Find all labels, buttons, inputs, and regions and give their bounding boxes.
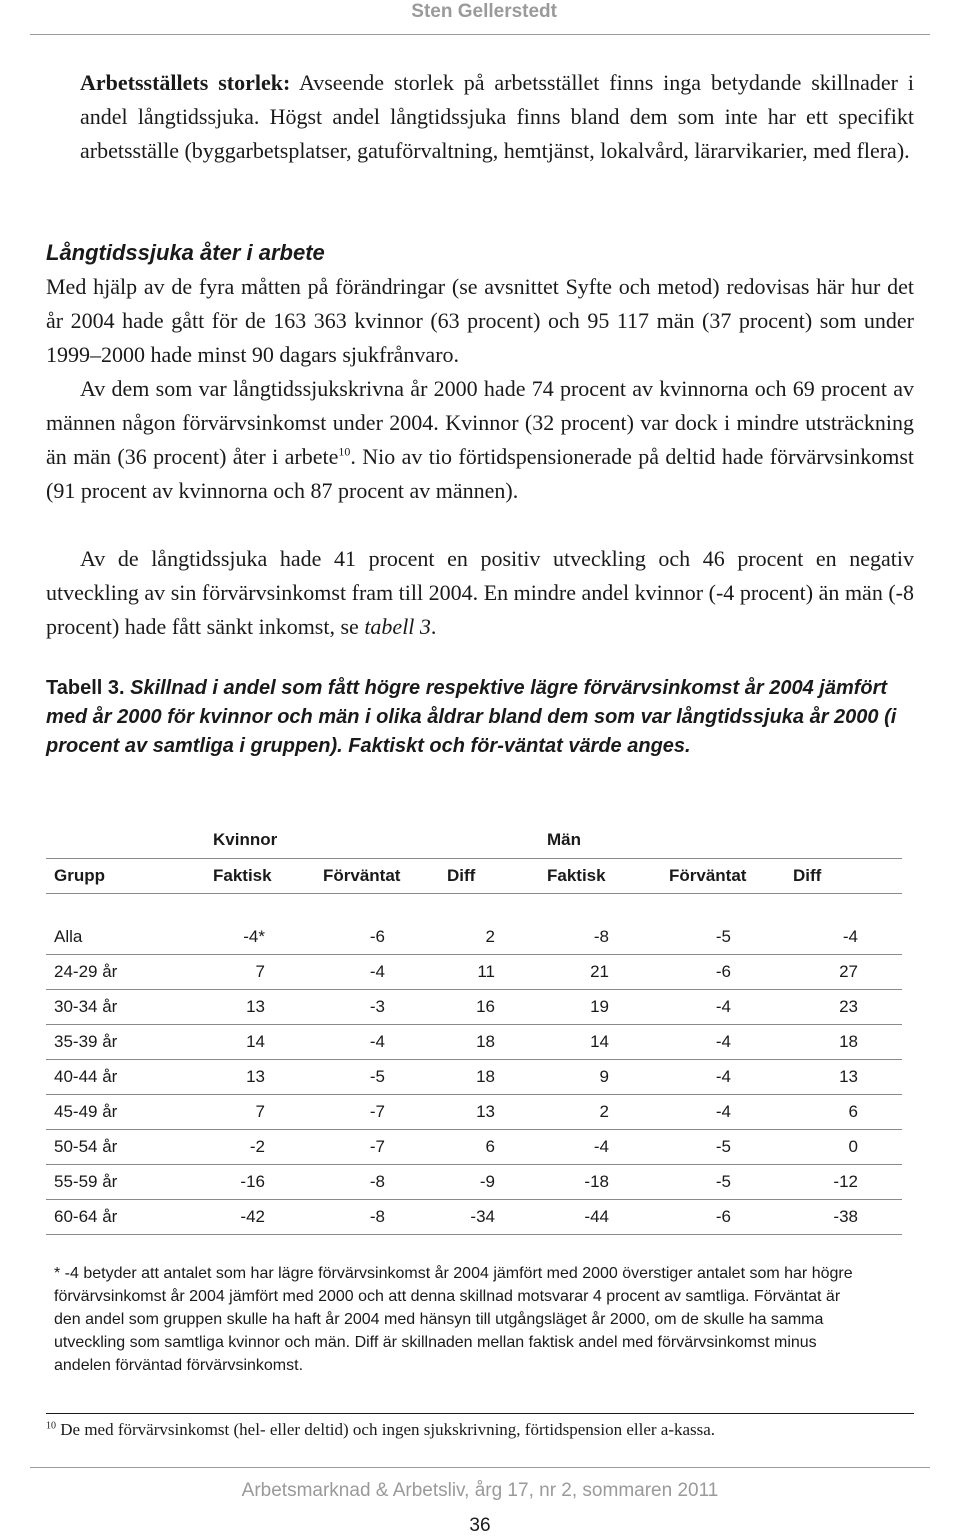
cell-women-expected: -7 — [323, 1095, 447, 1130]
cell-men-actual: 14 — [547, 1025, 669, 1060]
table-row — [46, 955, 902, 990]
footnote-text: De med förvärvsinkomst (hel- eller deltid) och ingen sjukskrivning, förtidspension eller a-kassa. — [56, 1420, 716, 1439]
cell-group: 30-34 år — [46, 990, 213, 1025]
cell-women-expected: -3 — [323, 990, 447, 1025]
table-caption-text: Skillnad i andel som fått högre respektive lägre förvärvsinkomst år 2004 jämfört med år 2000 för kvinnor och män i olika åldrar bland dem som var långtidssjuka år 2000 (i procent av samtliga i gruppen). Faktiskt och för-väntat värde anges. — [46, 677, 897, 757]
cell-group: 35-39 år — [46, 1025, 213, 1060]
table-row — [46, 1200, 902, 1235]
paragraph-text-a: Av dem som var långtidssjukskrivna år 2000 hade 74 procent av kvinnorna och 69 procent av männen någon förvärvsinkomst under 2004. Kvinnor (32 procent) var dock i mindre utsträckning än män (36 procent) åter i arbete — [46, 376, 914, 469]
cell-men-expected: -6 — [669, 955, 793, 990]
cell-women-actual: 7 — [213, 1095, 323, 1130]
table-row — [46, 1130, 902, 1165]
cell-group: 45-49 år — [46, 1095, 213, 1130]
cell-women-diff: 18 — [447, 1025, 547, 1060]
column-header-men-expected: Förväntat — [669, 859, 793, 894]
cell-men-diff: 23 — [793, 990, 902, 1025]
cell-men-expected: -4 — [669, 1060, 793, 1095]
cell-women-diff: -34 — [447, 1200, 547, 1235]
cell-men-diff: 13 — [793, 1060, 902, 1095]
cell-men-actual: 21 — [547, 955, 669, 990]
column-header-women-expected: Förväntat — [323, 859, 447, 894]
cell-men-actual: 9 — [547, 1060, 669, 1095]
cell-men-expected: -6 — [669, 1200, 793, 1235]
footnote-divider — [46, 1413, 914, 1414]
footnote-ref: 10 — [338, 444, 351, 459]
cell-men-expected: -4 — [669, 990, 793, 1025]
column-header-women-actual: Faktisk — [213, 859, 323, 894]
group-header-women: Kvinnor — [213, 830, 278, 849]
cell-men-diff: -12 — [793, 1165, 902, 1200]
cell-women-expected: -4 — [323, 1025, 447, 1060]
paragraph-text: Avseende storlek på arbetsstället finns inga betydande skillnader i andel långtidssjuka. Högst andel långtidssjuka finns bland dem som inte har ett specifikt arbetsställe (byggarbetsplatser, gatuförvaltning, hemtjänst, lokalvård, lärarvikarier, med flera). — [80, 70, 914, 163]
column-header-group: Grupp — [46, 859, 213, 894]
table-note: * -4 betyder att antalet som har lägre förvärvsinkomst år 2004 jämfört med 2000 överstiger antalet som har högre förvärvsinkomst år 2004 jämfört med 2000 och att denna skillnad motsvarar 4 procent av samtliga. Förväntat är den andel som gruppen skulle ha haft år 2004 med hänsyn till utgångsläget år 2000, om de skulle ha samma utveckling som samtliga kvinnor och män. Diff är skillnaden mellan faktisk andel med förvärvsinkomst minus andelen förväntad förvärvsinkomst. — [54, 1265, 853, 1374]
paragraph-return-to-work — [46, 372, 914, 508]
cell-men-diff: -38 — [793, 1200, 902, 1235]
cell-women-expected: -7 — [323, 1130, 447, 1165]
paragraph-intro: Med hjälp av de fyra måtten på förändringar (se avsnittet Syfte och metod) redovisas här hur det år 2004 hade gått för de 163 363 kvinnor (63 procent) och 95 117 män (37 procent) som under 1999–2000 hade minst 90 dagars sjukfrånvaro. — [46, 274, 914, 367]
cell-group: 60-64 år — [46, 1200, 213, 1235]
cell-women-expected: -8 — [323, 1165, 447, 1200]
cell-men-actual: -4 — [547, 1130, 669, 1165]
column-header-men-actual: Faktisk — [547, 859, 669, 894]
section-heading: Långtidssjuka åter i arbete — [46, 240, 325, 265]
cell-women-diff: 2 — [447, 920, 547, 955]
footer-divider — [30, 1467, 930, 1468]
table-row — [46, 1060, 902, 1095]
cell-men-diff: -4 — [793, 920, 902, 955]
cell-women-actual: -16 — [213, 1165, 323, 1200]
cell-women-actual: 7 — [213, 955, 323, 990]
cell-men-actual: -44 — [547, 1200, 669, 1235]
cell-women-actual: -42 — [213, 1200, 323, 1235]
cell-women-expected: -5 — [323, 1060, 447, 1095]
table-row — [46, 1095, 902, 1130]
cell-men-expected: -5 — [669, 920, 793, 955]
cell-men-expected: -4 — [669, 1095, 793, 1130]
cell-women-diff: 13 — [447, 1095, 547, 1130]
running-header-author: Sten Gellerstedt — [411, 1, 557, 22]
group-header-empty — [46, 822, 213, 859]
table-row — [46, 1025, 902, 1060]
table-spacer — [46, 894, 902, 921]
cell-group: 24-29 år — [46, 955, 213, 990]
cell-women-diff: 11 — [447, 955, 547, 990]
table-group-header — [46, 822, 902, 859]
cell-women-actual: -4* — [213, 920, 323, 955]
group-header-men: Män — [547, 830, 581, 849]
paragraph-lead: Arbetsställets storlek: — [80, 70, 291, 95]
page-number: 36 — [469, 1515, 491, 1536]
cell-women-expected: -6 — [323, 920, 447, 955]
cell-women-actual: -2 — [213, 1130, 323, 1165]
paragraph-income-change — [46, 542, 914, 644]
table-row — [46, 990, 902, 1025]
column-header-men-diff: Diff — [793, 859, 902, 894]
table-caption — [46, 674, 898, 761]
cell-group: Alla — [46, 920, 213, 955]
cell-women-diff: 18 — [447, 1060, 547, 1095]
table-reference: tabell 3 — [364, 614, 431, 639]
table-column-header — [46, 859, 902, 894]
cell-men-expected: -4 — [669, 1025, 793, 1060]
cell-men-actual: -18 — [547, 1165, 669, 1200]
cell-men-expected: -5 — [669, 1130, 793, 1165]
table-row — [46, 920, 902, 955]
cell-women-expected: -4 — [323, 955, 447, 990]
cell-group: 55-59 år — [46, 1165, 213, 1200]
cell-women-diff: -9 — [447, 1165, 547, 1200]
cell-men-diff: 18 — [793, 1025, 902, 1060]
table-row — [46, 1165, 902, 1200]
cell-women-expected: -8 — [323, 1200, 447, 1235]
running-footer-journal: Arbetsmarknad & Arbetsliv, årg 17, nr 2, sommaren 2011 — [241, 1480, 719, 1501]
header-divider — [30, 34, 930, 35]
cell-men-actual: 19 — [547, 990, 669, 1025]
cell-group: 40-44 år — [46, 1060, 213, 1095]
column-header-women-diff: Diff — [447, 859, 547, 894]
cell-women-diff: 6 — [447, 1130, 547, 1165]
footnote — [46, 1417, 914, 1443]
paragraph-workplace-size — [80, 66, 914, 168]
table-label: Tabell 3. — [46, 677, 125, 699]
paragraph-text-b: . — [430, 614, 437, 639]
cell-men-actual: -8 — [547, 920, 669, 955]
cell-group: 50-54 år — [46, 1130, 213, 1165]
cell-men-expected: -5 — [669, 1165, 793, 1200]
paragraph-text-b: . Nio av tio förtidspensionerade på deltid hade förvärvsinkomst (91 procent av kvinnorna och 87 procent av männen). — [46, 444, 914, 503]
cell-women-diff: 16 — [447, 990, 547, 1025]
cell-men-actual: 2 — [547, 1095, 669, 1130]
cell-men-diff: 0 — [793, 1130, 902, 1165]
cell-men-diff: 27 — [793, 955, 902, 990]
cell-women-actual: 14 — [213, 1025, 323, 1060]
cell-men-diff: 6 — [793, 1095, 902, 1130]
footnote-number: 10 — [46, 1420, 56, 1432]
paragraph-text-a: Av de långtidssjuka hade 41 procent en positiv utveckling och 46 procent en negativ utveckling av sin förvärvsinkomst fram till 2004. En mindre andel kvinnor (-4 procent) än män (-8 procent) hade fått sänkt inkomst, se — [46, 546, 914, 639]
cell-women-actual: 13 — [213, 1060, 323, 1095]
data-table — [46, 822, 902, 1235]
cell-women-actual: 13 — [213, 990, 323, 1025]
